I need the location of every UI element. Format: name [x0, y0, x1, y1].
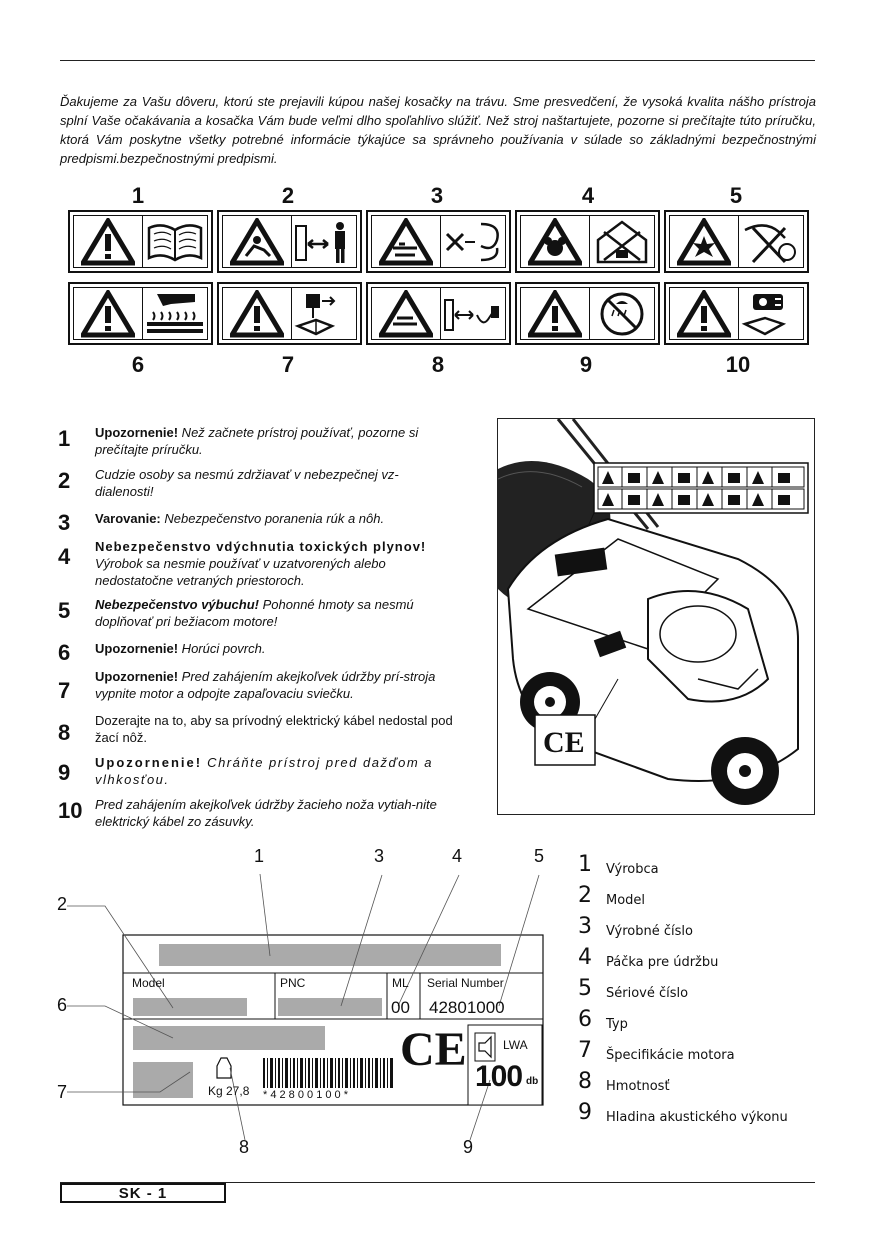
explosion-triangle-icon: [677, 218, 731, 266]
warning-bold: Upozornenie!: [95, 755, 203, 770]
plate-ce-mark: CE: [400, 1023, 467, 1076]
blade-triangle-icon: [379, 290, 433, 338]
warning-triangle-icon: [81, 290, 135, 338]
sign-8: [366, 282, 511, 345]
sound-unit: db: [526, 1076, 539, 1087]
warning-text: Horúci povrch.: [178, 641, 266, 656]
sign-number: 7: [281, 352, 295, 377]
callout-6: 6: [57, 995, 68, 1015]
top-rule: [60, 60, 815, 61]
legend-number: 4: [578, 945, 592, 970]
hot-surface-icon: [143, 290, 207, 338]
legend-number: 2: [578, 883, 592, 908]
intro-paragraph: Ďakujeme za Vašu dôveru, ktorú ste prejavili kúpou našej kosačky na trávu. Sme presvedčení, že vysoká kvalita nášho prístroja splní Vaše očakávania a kosačka Vám bude veľmi dlho spoľahlivo slúžiť. Než stroj naštartujete, pozorne si prečítajte túto príručku, ktorá Vám poskytne všetky potrebné informácie týkajúce sa správneho používania v súlade so základnými bezpečnostnými predpismi.bezpečnostnými predpismi.: [60, 94, 816, 166]
blade-hazard-icon: [441, 218, 505, 266]
lwa-label: LWA: [503, 1038, 528, 1052]
sign-number: 5: [729, 183, 743, 208]
keep-distance-icon: [292, 218, 356, 266]
warning-text: Výrobok sa nesmie používať v uzatvorených alebo nedostatočne vetraných priestoroch.: [95, 556, 386, 588]
legend-text: Hmotnosť: [606, 1079, 670, 1094]
sign-number: 9: [579, 352, 593, 377]
sign-number: 6: [131, 352, 145, 377]
warning-text: Než začnete prístroj používať, pozorne si prečítajte príručku.: [95, 425, 419, 457]
serial-label: Serial Number: [427, 976, 504, 990]
legend-text: Typ: [606, 1017, 628, 1032]
legend-text: Výrobné číslo: [606, 924, 693, 939]
legend-number: 6: [578, 1007, 592, 1032]
sign-4: [515, 210, 660, 273]
callout-3: 3: [374, 846, 385, 866]
warning-text: Cudzie osoby sa nesmú zdržiavať v nebezpečnej vz-dialenosti!: [95, 467, 399, 499]
legend-number: 5: [578, 976, 592, 1001]
warning-text: Dozerajte na to, aby sa prívodný elektrický kábel nedostal pod žací nôž.: [95, 713, 453, 745]
warning-number: 4: [58, 544, 71, 569]
warning-bold: Upozornenie!: [95, 425, 179, 440]
warning-number: 6: [58, 640, 71, 665]
legend-text: Špecifikácie motora: [606, 1048, 735, 1063]
callout-9: 9: [463, 1137, 474, 1157]
sign-5: [664, 210, 809, 273]
legend-number: 7: [578, 1038, 592, 1063]
legend-text: Výrobca: [606, 862, 659, 877]
sign-10: [664, 282, 809, 345]
warning-number: 10: [58, 798, 83, 823]
cable-distance-icon: [441, 290, 505, 338]
warning-bold: Upozornenie!: [95, 669, 179, 684]
rating-plate-diagram: [55, 840, 555, 1170]
legend-number: 8: [578, 1069, 592, 1094]
sign-number: 8: [431, 352, 445, 377]
callout-7: 7: [57, 1082, 68, 1102]
warning-bold: Nebezpečenstvo vdýchnutia toxických plynov!: [95, 539, 427, 554]
spark-plug-icon: [292, 290, 356, 338]
thrown-object-triangle-icon: [230, 218, 284, 266]
sign-7: [217, 282, 362, 345]
warning-number: 3: [58, 510, 71, 535]
toxic-triangle-icon: [528, 218, 582, 266]
warning-text: Pred zahájením akejkoľvek údržby žacieho noža vytiah-nite elektrický kábel zo zásuvky.: [95, 797, 437, 829]
page-number: SK - 1: [60, 1183, 226, 1203]
safety-signs: [60, 180, 820, 380]
warning-number: 1: [58, 426, 71, 451]
warning-number: 9: [58, 760, 71, 785]
barcode-text: * 4 2 8 0 0 1 0 0 *: [263, 1089, 349, 1101]
toxic-gas-icon: [590, 218, 654, 266]
warning-text: Pohonné hmoty sa nesmú doplňovať pri bežiacom motore!: [95, 597, 414, 629]
sign-number: 10: [725, 352, 751, 377]
sign-1: [68, 210, 213, 273]
warning-triangle-icon: [528, 290, 582, 338]
warning-number: 5: [58, 598, 71, 623]
model-label: Model: [132, 976, 165, 990]
legend-text: Model: [606, 893, 646, 908]
mower-illustration: [497, 418, 815, 815]
sign-3: [366, 210, 511, 273]
sound-value: 100: [475, 1060, 523, 1093]
warning-number: 8: [58, 720, 71, 745]
book-icon: [145, 220, 205, 264]
legend-number: 1: [578, 852, 592, 877]
legend-number: 9: [578, 1100, 592, 1125]
serial-value: 42801000: [429, 998, 505, 1017]
legend-number: 3: [578, 914, 592, 939]
warning-triangle-icon: [81, 218, 135, 266]
warning-number: 7: [58, 678, 71, 703]
ce-mark: CE: [543, 726, 585, 759]
warning-text: Chráňte prístroj pred dažďom a vlhkosťou.: [95, 755, 433, 787]
sign-number: 1: [131, 183, 145, 208]
unplug-icon: [739, 290, 803, 338]
pnc-label: PNC: [280, 976, 306, 990]
blade-triangle-icon: [379, 218, 433, 266]
warning-bold: Upozornenie!: [95, 641, 179, 656]
legend-text: Páčka pre údržbu: [606, 955, 719, 970]
weight-value: Kg 27,8: [208, 1084, 250, 1098]
no-refuel-icon: [739, 218, 803, 266]
ml-value: 00: [391, 998, 410, 1017]
sign-number: 2: [281, 183, 295, 208]
warning-bold: Varovanie:: [95, 511, 161, 526]
warning-triangle-icon: [677, 290, 731, 338]
callout-8: 8: [239, 1137, 250, 1157]
sign-number: 4: [581, 183, 595, 208]
ml-label: ML: [392, 976, 409, 990]
sign-6: [68, 282, 213, 345]
warning-bold: Nebezpečenstvo výbuchu!: [95, 597, 259, 612]
warning-number: 2: [58, 468, 71, 493]
sign-2: [217, 210, 362, 273]
sign-9: [515, 282, 660, 345]
callout-5: 5: [534, 846, 545, 866]
no-rain-icon: [590, 290, 654, 338]
callout-4: 4: [452, 846, 463, 866]
legend-text: Sériové číslo: [606, 986, 689, 1001]
callout-2: 2: [57, 894, 68, 914]
warning-text: Nebezpečenstvo poranenia rúk a nôh.: [160, 511, 385, 526]
warning-triangle-icon: [230, 290, 284, 338]
legend-text: Hladina akustického výkonu: [606, 1110, 788, 1125]
sign-number: 3: [430, 183, 444, 208]
warning-text: Pred zahájením akejkoľvek údržby prí-stroja vypnite motor a odpojte zapaľovaciu sviečku.: [95, 669, 436, 701]
callout-1: 1: [254, 846, 265, 866]
